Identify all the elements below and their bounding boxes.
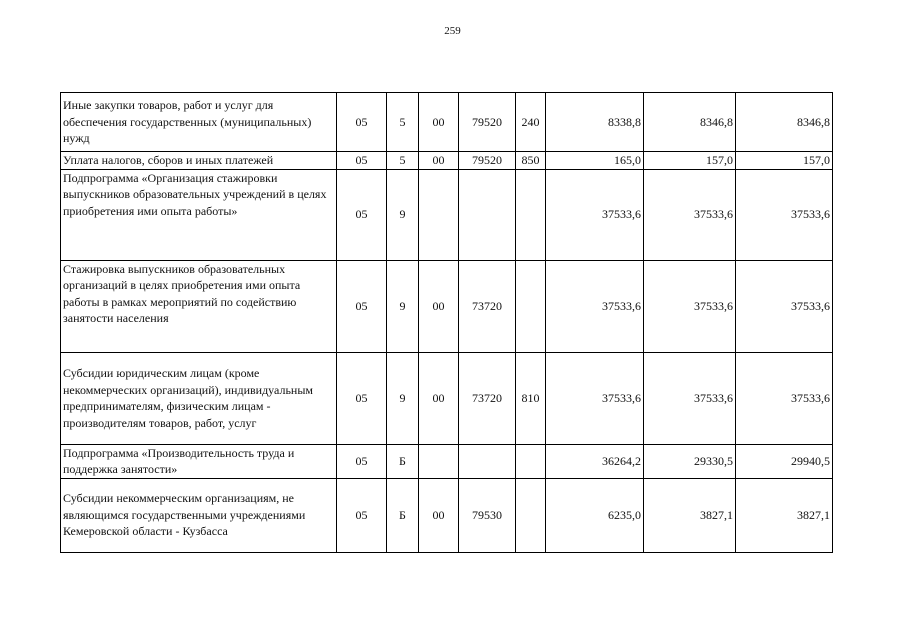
table-row [61, 93, 833, 152]
table-row [61, 169, 833, 260]
amount-2: 157,0 [644, 152, 736, 170]
amount-1: 8338,8 [546, 93, 644, 152]
table-row [61, 478, 833, 552]
direction-code [459, 169, 516, 260]
expense-type-code [516, 444, 546, 478]
program-code: 9 [387, 352, 419, 444]
subprogram-code: 00 [419, 152, 459, 170]
table-row [61, 260, 833, 352]
direction-code: 73720 [459, 260, 516, 352]
amount-3: 29940,5 [736, 444, 833, 478]
expense-type-code: 240 [516, 93, 546, 152]
program-code: 9 [387, 169, 419, 260]
amount-1: 6235,0 [546, 478, 644, 552]
row-name: Иные закупки товаров, работ и услуг для обеспечения государственных (муниципальных) нужд [61, 93, 337, 152]
expense-type-code [516, 260, 546, 352]
amount-2: 3827,1 [644, 478, 736, 552]
program-code: 5 [387, 152, 419, 170]
subprogram-code: 00 [419, 260, 459, 352]
amount-2: 37533,6 [644, 260, 736, 352]
expense-type-code: 850 [516, 152, 546, 170]
amount-1: 165,0 [546, 152, 644, 170]
subprogram-code: 00 [419, 352, 459, 444]
section-code: 05 [337, 478, 387, 552]
section-code: 05 [337, 444, 387, 478]
row-name: Подпрограмма «Производительность труда и поддержка занятости» [61, 444, 337, 478]
amount-3: 37533,6 [736, 352, 833, 444]
amount-1: 37533,6 [546, 352, 644, 444]
direction-code: 79530 [459, 478, 516, 552]
expense-type-code: 810 [516, 352, 546, 444]
section-code: 05 [337, 169, 387, 260]
expense-type-code [516, 169, 546, 260]
table-row [61, 152, 833, 170]
direction-code [459, 444, 516, 478]
row-name: Стажировка выпускников образовательных организаций в целях приобретения ими опыта работы в рамках мероприятий по содействию занятости населения [61, 260, 337, 352]
subprogram-code [419, 169, 459, 260]
amount-3: 3827,1 [736, 478, 833, 552]
amount-3: 37533,6 [736, 260, 833, 352]
section-code: 05 [337, 260, 387, 352]
direction-code: 79520 [459, 93, 516, 152]
table-row [61, 352, 833, 444]
amount-3: 157,0 [736, 152, 833, 170]
amount-2: 37533,6 [644, 352, 736, 444]
amount-3: 37533,6 [736, 169, 833, 260]
amount-2: 8346,8 [644, 93, 736, 152]
section-code: 05 [337, 352, 387, 444]
program-code: Б [387, 444, 419, 478]
row-name: Уплата налогов, сборов и иных платежей [61, 152, 337, 170]
row-name: Подпрограмма «Организация стажировки выпускников образовательных учреждений в целях приобретения ими опыта работы» [61, 169, 337, 260]
direction-code: 73720 [459, 352, 516, 444]
amount-2: 37533,6 [644, 169, 736, 260]
program-code: 5 [387, 93, 419, 152]
section-code: 05 [337, 152, 387, 170]
row-name: Субсидии юридическим лицам (кроме некоммерческих организаций), индивидуальным предпринимателям, физическим лицам - производителям товаров, работ, услуг [61, 352, 337, 444]
expense-type-code [516, 478, 546, 552]
subprogram-code [419, 444, 459, 478]
amount-3: 8346,8 [736, 93, 833, 152]
amount-1: 37533,6 [546, 260, 644, 352]
budget-table [60, 92, 833, 553]
program-code: 9 [387, 260, 419, 352]
program-code: Б [387, 478, 419, 552]
table-row [61, 444, 833, 478]
amount-2: 29330,5 [644, 444, 736, 478]
direction-code: 79520 [459, 152, 516, 170]
section-code: 05 [337, 93, 387, 152]
subprogram-code: 00 [419, 93, 459, 152]
row-name: Субсидии некоммерческим организациям, не являющимся государственными учреждениями Кемеровской области - Кузбасса [61, 478, 337, 552]
amount-1: 36264,2 [546, 444, 644, 478]
amount-1: 37533,6 [546, 169, 644, 260]
subprogram-code: 00 [419, 478, 459, 552]
page-number: 259 [444, 25, 461, 37]
